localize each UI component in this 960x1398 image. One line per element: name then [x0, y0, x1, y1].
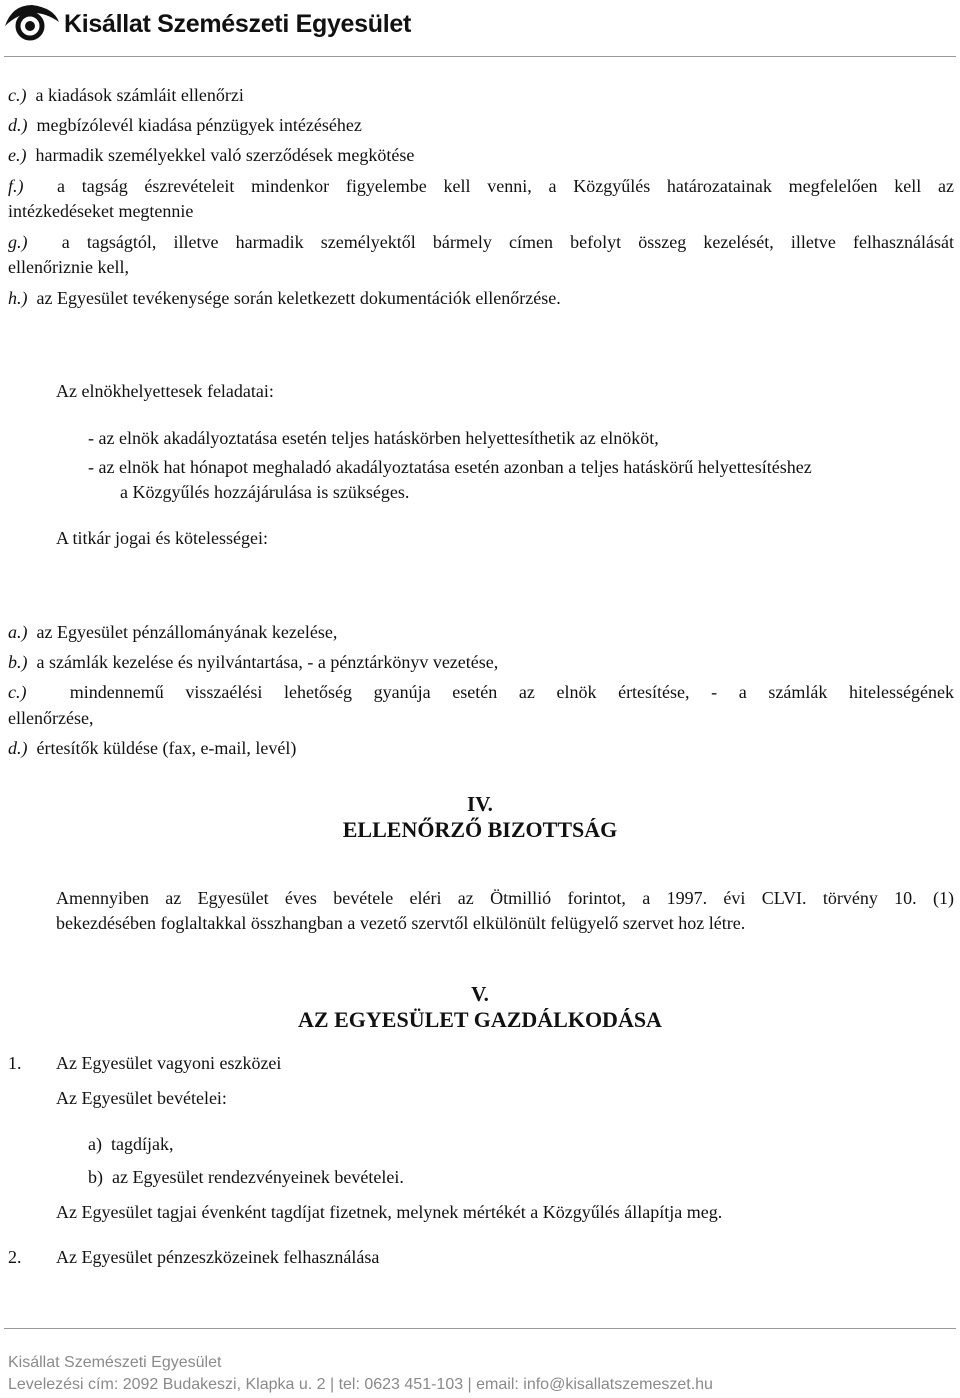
- section-5-number: V.: [471, 982, 489, 1006]
- secretary-item: b.) a számlák kezelése és nyilvántartása, - a pénztárkönyv vezetése,: [8, 652, 499, 672]
- footer-contact: Levelezési cím: 2092 Budakeszi, Klapka u. 2 | tel: 0623 451-103 | email: info@kisallatszemeszet.hu: [8, 1376, 713, 1393]
- income-item: a) tagdíjak,: [88, 1134, 174, 1154]
- numbered-item-number: 1.: [8, 1053, 22, 1073]
- list-item-continuation: intézkedéseket megtennie: [8, 201, 194, 221]
- list-item: d.) megbízólevél kiadása pénzügyek intézéséhez: [8, 115, 362, 135]
- numbered-item-number: 2.: [8, 1247, 22, 1267]
- income-title: Az Egyesület bevételei:: [56, 1088, 227, 1108]
- numbered-item-text: Az Egyesület vagyoni eszközei: [56, 1053, 282, 1073]
- section-5-title: AZ EGYESÜLET GAZDÁLKODÁSA: [298, 1007, 662, 1032]
- logo: [2, 2, 411, 46]
- vice-item: - az elnök akadályoztatása esetén teljes hatáskörben helyettesíthetik az elnököt,: [88, 428, 659, 448]
- list-item: f.) a tagság észrevételeit mindenkor figyelembe kell venni, a Közgyűlés határozatainak megfelelően kell az: [8, 176, 954, 196]
- fee-text: Az Egyesület tagjai évenként tagdíjat fizetnek, melynek mértékét a Közgyűlés állapítja meg.: [56, 1202, 723, 1222]
- secretary-item: c.) mindennemű visszaélési lehetőség gyanúja esetén az elnök értesítése, - a számlák hitelességének: [8, 682, 955, 702]
- section-4-title: ELLENŐRZŐ BIZOTTSÁG: [342, 817, 618, 842]
- secretary-title: A titkár jogai és kötelességei:: [56, 528, 268, 548]
- section-4-paragraph: Amennyiben az Egyesület éves bevétele eléri az Ötmillió forintot, a 1997. évi CLVI. törvény 10. (1): [56, 888, 954, 908]
- list-item: h.) az Egyesület tevékenysége során keletkezett dokumentációk ellenőrzése.: [8, 288, 561, 308]
- vice-item-continuation: a Közgyűlés hozzájárulása is szükséges.: [120, 482, 410, 502]
- secretary-item: d.) értesítők küldése (fax, e-mail, levél): [8, 738, 297, 758]
- income-item: b) az Egyesület rendezvényeinek bevételei.: [88, 1167, 404, 1187]
- secretary-item: a.) az Egyesület pénzállományának kezelése,: [8, 622, 338, 642]
- logo-text: Kisállat Szemészeti Egyesület: [64, 9, 412, 38]
- footer-divider: [4, 1328, 956, 1329]
- secretary-item-continuation: ellenőrzése,: [8, 708, 94, 728]
- vice-title: Az elnökhelyettesek feladatai:: [56, 381, 274, 401]
- footer-org: Kisállat Szemészeti Egyesület: [8, 1354, 222, 1371]
- header-divider: [4, 56, 956, 57]
- section-4-paragraph-continuation: bekezdésében foglaltakkal összhangban a vezető szervtől elkülönült felügyelő szervet hoz létre.: [56, 913, 746, 933]
- list-item: g.) a tagságtól, illetve harmadik személyektől bármely címen befolyt összeg kezelését, illetve felhasználását: [8, 232, 954, 252]
- eye-logo-icon: [2, 2, 62, 46]
- list-item: e.) harmadik személyekkel való szerződések megkötése: [8, 145, 415, 165]
- page-header: [0, 0, 960, 60]
- vice-item: - az elnök hat hónapot meghaladó akadályoztatása esetén azonban a teljes hatáskörű helyettesítéshez: [88, 457, 812, 477]
- section-4-number: IV.: [467, 792, 493, 816]
- list-item-continuation: ellenőriznie kell,: [8, 257, 129, 277]
- list-item: c.) a kiadások számláit ellenőrzi: [8, 85, 244, 105]
- numbered-item-text: Az Egyesület pénzeszközeinek felhasználása: [56, 1247, 380, 1267]
